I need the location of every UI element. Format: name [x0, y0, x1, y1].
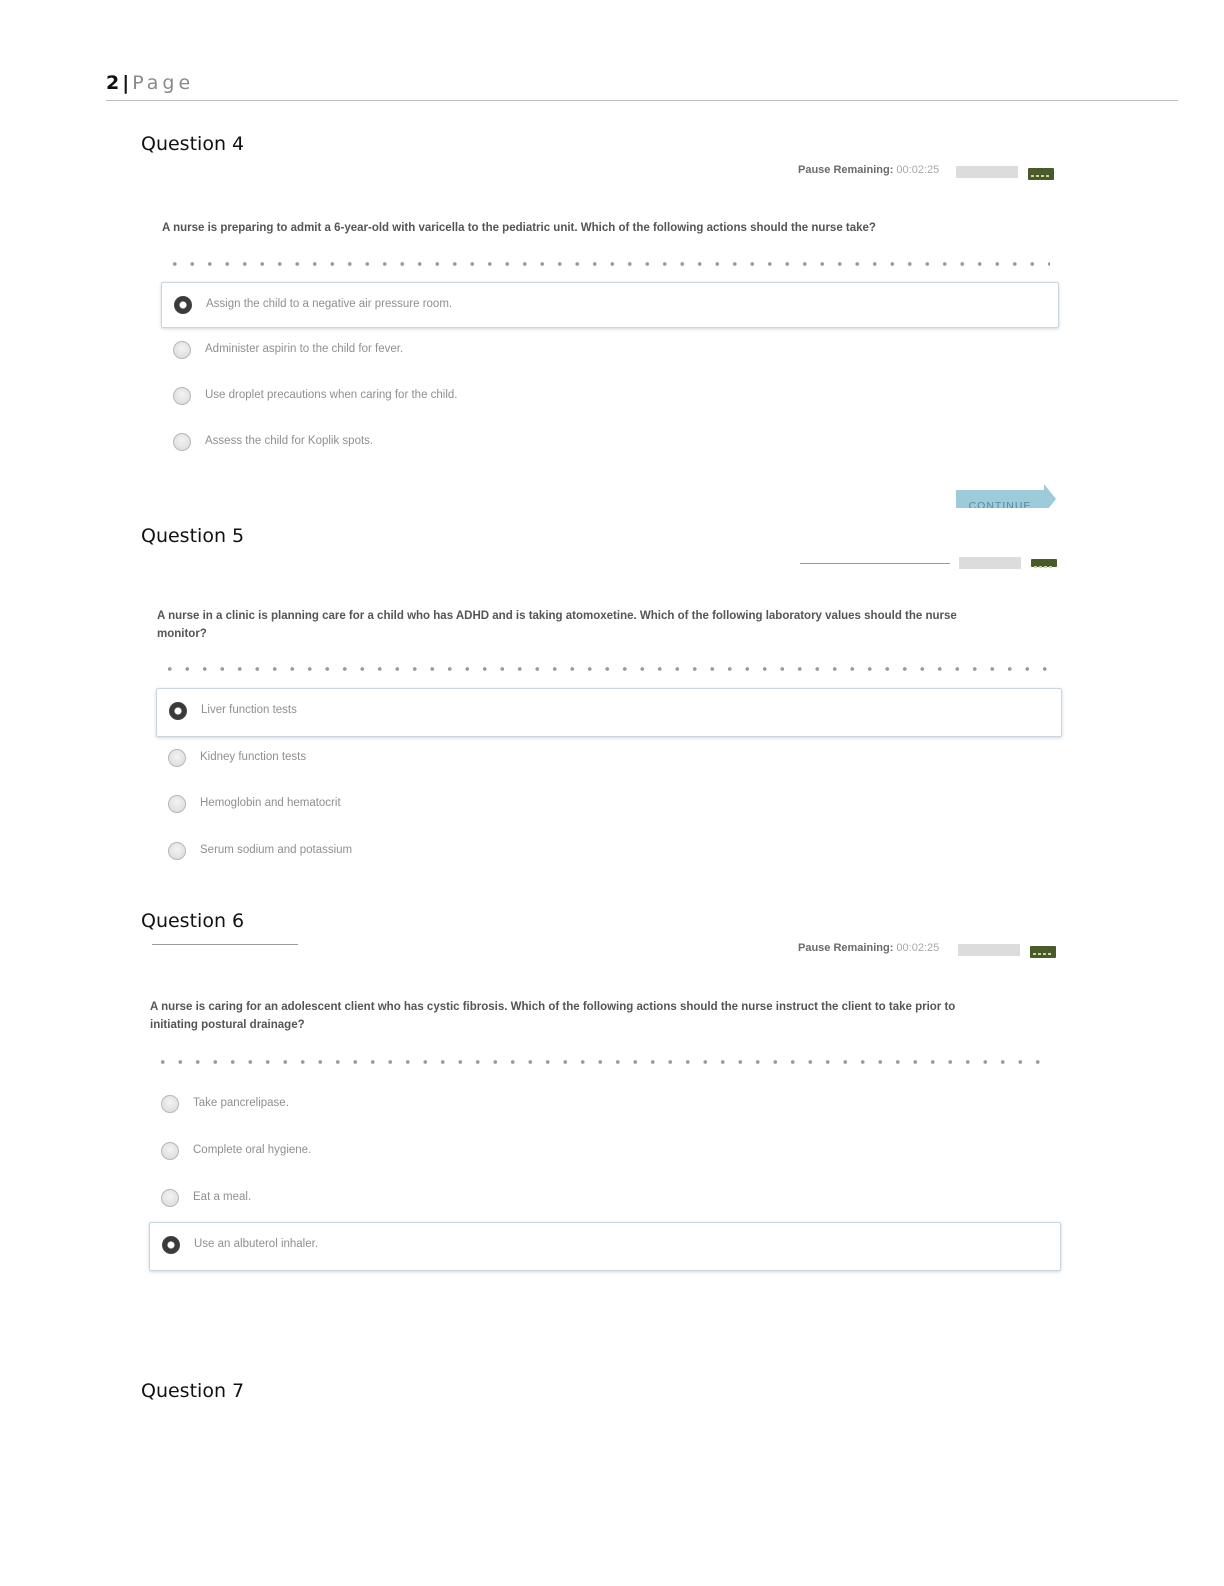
question-prompt: A nurse is preparing to admit a 6-year-old with varicella to the pediatric unit. Which of the following actions should the nurse take? — [162, 222, 876, 234]
page-word: Page — [132, 72, 195, 94]
question-4-label: Question 4 — [141, 133, 245, 155]
answer-option-4[interactable] — [161, 420, 1059, 466]
radio-selected-icon[interactable] — [169, 702, 187, 720]
answer-option-2[interactable] — [161, 328, 1059, 374]
answer-option-3[interactable] — [156, 782, 1062, 828]
timer-progress-bar — [959, 557, 1021, 569]
continue-button[interactable]: CONTINUE — [956, 484, 1056, 508]
progress-dots — [161, 666, 1053, 672]
answer-option-text: Administer aspirin to the child for fever. — [205, 343, 404, 355]
calculator-icon[interactable] — [1031, 559, 1057, 567]
answer-option-2[interactable] — [149, 1129, 1061, 1175]
radio-unselected-icon[interactable] — [161, 1189, 179, 1207]
page-separator: | — [122, 72, 130, 94]
answer-option-text: Assess the child for Koplik spots. — [205, 435, 374, 447]
question-prompt: A nurse is caring for an adolescent client who has cystic fibrosis. Which of the following actions should the nurse instruct the client to take prior to initiating postural drainage? — [150, 1001, 956, 1031]
answer-option-text: Eat a meal. — [193, 1191, 252, 1203]
answer-option-3[interactable] — [149, 1176, 1061, 1222]
page-header — [106, 72, 1178, 101]
answer-option-text: Serum sodium and potassium — [200, 844, 353, 856]
question-4-screenshot — [150, 162, 1070, 512]
answer-option-text: Hemoglobin and hematocrit — [200, 797, 341, 809]
question-5-label: Question 5 — [141, 525, 245, 547]
answer-option-text: Liver function tests — [201, 704, 297, 716]
calculator-icon[interactable] — [1030, 946, 1056, 958]
radio-unselected-icon[interactable] — [161, 1142, 179, 1160]
answer-option-3[interactable] — [161, 374, 1059, 420]
answer-option-4[interactable] — [149, 1222, 1061, 1271]
answer-option-1[interactable] — [161, 282, 1059, 328]
answer-option-text: Use an albuterol inhaler. — [194, 1238, 319, 1250]
answer-option-1[interactable] — [149, 1082, 1061, 1128]
radio-unselected-icon[interactable] — [173, 341, 191, 359]
answer-option-1[interactable] — [156, 688, 1062, 737]
pause-remaining-timer: Pause Remaining: 00:02:25 — [798, 942, 940, 954]
page-number: 2 — [106, 72, 120, 94]
question-7-label: Question 7 — [141, 1380, 245, 1402]
radio-unselected-icon[interactable] — [161, 1095, 179, 1113]
answer-option-text: Complete oral hygiene. — [193, 1144, 312, 1156]
radio-selected-icon[interactable] — [174, 296, 192, 314]
radio-unselected-icon[interactable] — [168, 749, 186, 767]
radio-unselected-icon[interactable] — [168, 842, 186, 860]
progress-dots — [154, 1059, 1052, 1065]
answer-option-2[interactable] — [156, 736, 1062, 782]
calculator-icon[interactable] — [1028, 168, 1054, 180]
question-5-screenshot — [145, 555, 1070, 885]
answer-option-text: Use droplet precautions when caring for the child. — [205, 389, 458, 401]
radio-selected-icon[interactable] — [162, 1236, 180, 1254]
timer-progress-bar — [958, 944, 1020, 956]
question-prompt: A nurse in a clinic is planning care for a child who has ADHD and is taking atomoxetine. Which of the following laboratory values should the nurse monitor? — [157, 610, 957, 640]
answer-option-text: Take pancrelipase. — [193, 1097, 289, 1109]
progress-dots — [166, 261, 1050, 267]
radio-unselected-icon[interactable] — [168, 795, 186, 813]
cropped-question-counter — [152, 944, 298, 945]
radio-unselected-icon[interactable] — [173, 433, 191, 451]
question-6-screenshot — [140, 940, 1070, 1300]
arrow-right-icon — [1044, 484, 1056, 508]
timer-progress-bar — [956, 166, 1018, 178]
question-6-label: Question 6 — [141, 910, 245, 932]
pause-remaining-timer: Pause Remaining: 00:02:25 — [798, 164, 940, 176]
cropped-timer-text — [800, 563, 950, 564]
answer-option-text: Assign the child to a negative air pressure room. — [206, 298, 453, 310]
radio-unselected-icon[interactable] — [173, 387, 191, 405]
answer-option-text: Kidney function tests — [200, 751, 307, 763]
answer-option-4[interactable] — [156, 829, 1062, 875]
